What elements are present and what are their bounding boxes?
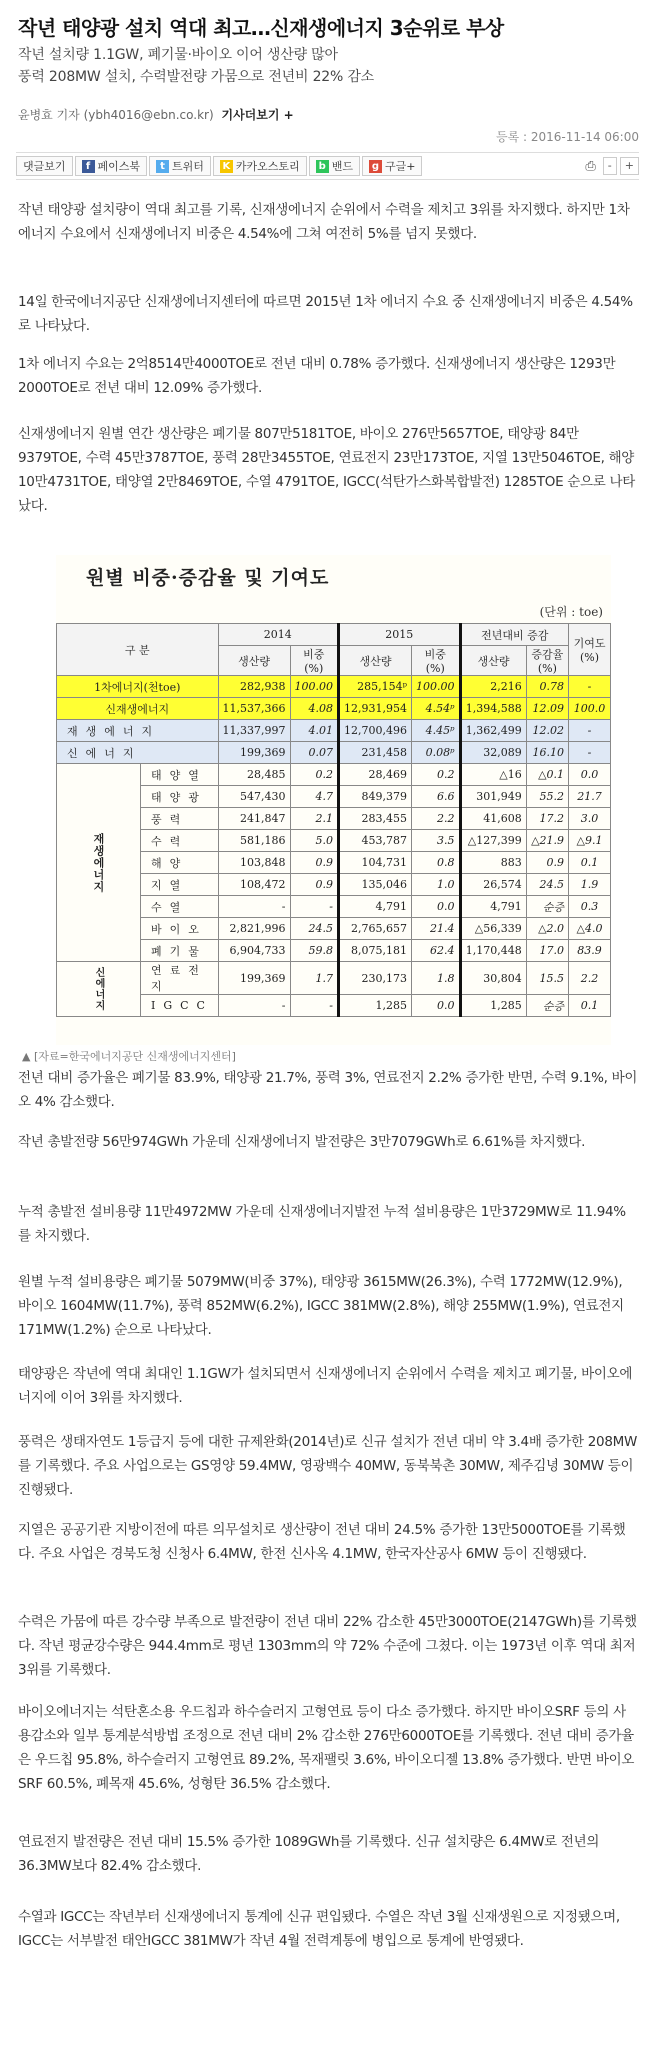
paragraph-1: 작년 태양광 설치량이 역대 최고를 기록, 신재생에너지 순위에서 수력을 제치고 3위를 차지했다. 하지만 1차 에너지 수요에서 신재생에너지 비중은 4.54%에 그쳐 여전히 5%를 넘지 못했다.: [18, 202, 630, 242]
cell-p15: 231,458: [339, 742, 412, 764]
twitter-icon: t: [156, 160, 169, 173]
cell-d: 1,362,499: [460, 720, 526, 742]
more-articles-link[interactable]: 기사더보기 +: [221, 108, 294, 122]
cell-s15: 62.4: [412, 940, 461, 962]
cell-name: 연료전지: [141, 962, 219, 995]
paragraph-8: 원별 누적 설비용량은 폐기물 5079MW(비중 37%), 태양광 3615MW(26.3%), 수력 1772MW(12.9%), 바이오 1604MW(11.7%), 풍력 852MW(6.2%), IGCC 381MW(2.8%), 해양 255MW(1.9%), 연료전지 171MW(1.2%) 순으로 나타났다.: [18, 1274, 624, 1338]
share-bar: [16, 152, 639, 180]
head-share-2014: 비중(%): [290, 646, 339, 676]
google-plus-icon: g: [369, 160, 382, 173]
cell-c: 3.0: [569, 808, 611, 830]
cell-s15: 0.0: [412, 995, 461, 1017]
table-row: [57, 764, 611, 786]
cell-c: 0.3: [569, 896, 611, 918]
table-row: [57, 918, 611, 940]
cell-p15: 285,154ᵖ: [339, 676, 412, 698]
cell-name: 태양광: [141, 786, 219, 808]
cell-name: 수력: [141, 830, 219, 852]
author: 윤병효 기자 (ybh4016@ebn.co.kr): [18, 108, 214, 122]
printer-icon[interactable]: ⎙: [585, 158, 596, 174]
figure-title: 원별 비중·증감율 및 기여도: [86, 567, 330, 589]
table-row: [57, 896, 611, 918]
cell-d: 301,949: [460, 786, 526, 808]
cell-c: 2.2: [569, 962, 611, 995]
google-plus-share-button[interactable]: [362, 156, 422, 176]
cell-r: 17.2: [526, 808, 568, 830]
cell-s15: 4.54ᵖ: [412, 698, 461, 720]
cell-name: 신에너지: [57, 742, 219, 764]
cell-r: 24.5: [526, 874, 568, 896]
head-prod-2014: 생산량: [218, 646, 290, 676]
cell-s15: 0.08ᵖ: [412, 742, 461, 764]
group-new: 신에너지: [57, 962, 141, 1017]
paragraph-14: 연료전지 발전량은 전년 대비 15.5% 증가한 1089GWh를 기록했다. 신규 설치량은 6.4MW로 전년의 36.3MW보다 82.4% 감소했다.: [18, 1834, 600, 1874]
cell-p15: 8,075,181: [339, 940, 412, 962]
cell-p15: 453,787: [339, 830, 412, 852]
cell-s15: 4.45ᵖ: [412, 720, 461, 742]
cell-p14: -: [218, 896, 290, 918]
paragraph-3: 1차 에너지 수요는 2억8514만4000TOE로 전년 대비 0.78% 증가했다. 신재생에너지 생산량은 1293만2000TOE로 전년 대비 12.09% 증가했다.: [18, 356, 616, 396]
table-row: [57, 995, 611, 1017]
cell-s14: 0.2: [290, 764, 339, 786]
cell-s14: 24.5: [290, 918, 339, 940]
cell-name: 신재생에너지: [57, 698, 219, 720]
cell-s15: 0.0: [412, 896, 461, 918]
paragraph-11: 지열은 공공기관 지방이전에 따른 의무설치로 생산량이 전년 대비 24.5% 증가한 13만5000TOE를 기록했다. 주요 사업은 경북도청 신청사 6.4MW, 한전 신사옥 4.1MW, 한국자산공사 6MW 등이 진행됐다.: [18, 1522, 626, 1562]
head-contrib: 기여도 (%): [569, 624, 611, 676]
cell-c: △9.1: [569, 830, 611, 852]
cell-r: 12.02: [526, 720, 568, 742]
comment-button[interactable]: [16, 156, 73, 176]
twitter-label: 트위터: [172, 160, 204, 173]
table-row: [57, 830, 611, 852]
cell-c: 0.1: [569, 852, 611, 874]
cell-d: △16: [460, 764, 526, 786]
cell-d: 32,089: [460, 742, 526, 764]
cell-c: -: [569, 742, 611, 764]
cell-p15: 1,285: [339, 995, 412, 1017]
cell-name: IGCC: [141, 995, 219, 1017]
article-subtitle-1: 작년 설치량 1.1GW, 폐기물·바이오 이어 생산량 많아: [18, 47, 338, 63]
table-row: [57, 698, 611, 720]
google-label: 구글+: [384, 160, 416, 173]
head-change: 전년대비 증감: [460, 624, 569, 646]
cell-p14: 11,337,997: [218, 720, 290, 742]
table-row: [57, 808, 611, 830]
cell-name: 풍력: [141, 808, 219, 830]
cell-r: 15.5: [526, 962, 568, 995]
figure-caption: ▲ [자료=한국에너지공단 신재생에너지센터]: [22, 1050, 236, 1063]
head-2015: 2015: [339, 624, 460, 646]
table-row: [57, 676, 611, 698]
byline: [18, 106, 294, 123]
cell-s15: 3.5: [412, 830, 461, 852]
cell-r: 55.2: [526, 786, 568, 808]
cell-c: 83.9: [569, 940, 611, 962]
paragraph-9: 태양광은 작년에 역대 최대인 1.1GW가 설치되면서 신재생에너지 순위에서 수력을 제치고 폐기물, 바이오에너지에 이어 3위를 차지했다.: [18, 1366, 633, 1406]
band-share-button[interactable]: [309, 156, 360, 176]
paragraph-13: 바이오에너지는 석탄혼소용 우드칩과 하수슬러지 고형연료 등이 다소 증가했다. 하지만 바이오SRF 등의 사용감소와 일부 통계분석방법 조정으로 전년 대비 2% 감소한 276만6000TOE를 기록했다. 전년 대비 증가율은 우드칩 95.8%, 하수슬러지 고형연료 89.2%, 목재팰릿 3.6%, 바이오디젤 13.8% 증가했다. 반면 바이오SRF 60.5%, 폐목재 45.6%, 성형탄 36.5% 감소했다.: [18, 1704, 635, 1792]
cell-p15: 12,700,496: [339, 720, 412, 742]
cell-c: 0.0: [569, 764, 611, 786]
cell-p14: 108,472: [218, 874, 290, 896]
cell-s15: 100.00: [412, 676, 461, 698]
page-tools: [585, 157, 639, 175]
paragraph-10: 풍력은 생태자연도 1등급지 등에 대한 규제완화(2014년)로 신규 설치가 전년 대비 약 3.4배 증가한 208MW를 기록했다. 주요 사업으로는 GS영양 59.4MW, 영광백수 40MW, 동북북촌 30MW, 제주김녕 30MW 등이 진행됐다.: [18, 1434, 638, 1498]
cell-s14: 4.01: [290, 720, 339, 742]
cell-c: △4.0: [569, 918, 611, 940]
cell-name: 해양: [141, 852, 219, 874]
paragraph-7: 누적 총발전 설비용량 11만4972MW 가운데 신재생에너지발전 누적 설비용량은 1만3729MW로 11.94%를 차지했다.: [18, 1204, 626, 1244]
paragraph-6: 작년 총발전량 56만974GWh 가운데 신재생에너지 발전량은 3만7079GWh로 6.61%를 차지했다.: [18, 1134, 586, 1150]
cell-p15: 12,931,954: [339, 698, 412, 720]
table-row: [57, 742, 611, 764]
cell-p14: 103,848: [218, 852, 290, 874]
head-2014: 2014: [218, 624, 338, 646]
cell-s14: 5.0: [290, 830, 339, 852]
cell-s14: -: [290, 896, 339, 918]
cell-c: 100.0: [569, 698, 611, 720]
cell-name: 태양열: [141, 764, 219, 786]
cell-c: -: [569, 720, 611, 742]
band-icon: b: [316, 160, 329, 173]
cell-d: 1,285: [460, 995, 526, 1017]
cell-r: 17.0: [526, 940, 568, 962]
cell-d: △56,339: [460, 918, 526, 940]
cell-d: 4,791: [460, 896, 526, 918]
cell-d: 2,216: [460, 676, 526, 698]
table-row: [57, 852, 611, 874]
cell-r: △2.0: [526, 918, 568, 940]
facebook-share-button[interactable]: [75, 156, 148, 176]
cell-p14: 241,847: [218, 808, 290, 830]
group-renewable: 재생에너지: [57, 764, 141, 962]
cell-name: 1차에너지(천toe): [57, 676, 219, 698]
cell-d: 1,170,448: [460, 940, 526, 962]
cell-s15: 0.8: [412, 852, 461, 874]
cell-p15: 849,379: [339, 786, 412, 808]
cell-p14: 6,904,733: [218, 940, 290, 962]
comment-label: 댓글보기: [23, 160, 66, 173]
paragraph-2: 14일 한국에너지공단 신재생에너지센터에 따르면 2015년 1차 에너지 수요 중 신재생에너지 비중은 4.54%로 나타났다.: [18, 294, 633, 334]
kakao-label: 카카오스토리: [235, 160, 300, 173]
cell-p14: 199,369: [218, 742, 290, 764]
kakaostory-share-button[interactable]: [213, 156, 307, 176]
cell-s15: 2.2: [412, 808, 461, 830]
paragraph-15: 수열과 IGCC는 작년부터 신재생에너지 통계에 신규 편입됐다. 수열은 작년 3월 신재생원으로 지정됐으며, IGCC는 서부발전 태안IGCC 381MW가 작년 4월 전력계통에 병입으로 통계에 반영됐다.: [18, 1909, 620, 1949]
table-row: [57, 874, 611, 896]
cell-r: △21.9: [526, 830, 568, 852]
cell-p14: 547,430: [218, 786, 290, 808]
cell-d: 26,574: [460, 874, 526, 896]
table-row: [57, 720, 611, 742]
cell-r: △0.1: [526, 764, 568, 786]
cell-r: 순증: [526, 896, 568, 918]
cell-c: 1.9: [569, 874, 611, 896]
cell-name: 수열: [141, 896, 219, 918]
cell-s14: 2.1: [290, 808, 339, 830]
cell-p15: 104,731: [339, 852, 412, 874]
cell-p15: 2,765,657: [339, 918, 412, 940]
facebook-label: 페이스북: [97, 160, 141, 173]
cell-name: 폐기물: [141, 940, 219, 962]
cell-s14: 59.8: [290, 940, 339, 962]
cell-s14: 1.7: [290, 962, 339, 995]
cell-s15: 1.0: [412, 874, 461, 896]
cell-c: 21.7: [569, 786, 611, 808]
cell-s15: 21.4: [412, 918, 461, 940]
cell-p14: -: [218, 995, 290, 1017]
article-title: 작년 태양광 설치 역대 최고…신재생에너지 3순위로 부상: [18, 16, 504, 40]
cell-p14: 28,485: [218, 764, 290, 786]
cell-d: 30,804: [460, 962, 526, 995]
paragraph-4: 신재생에너지 원별 연간 생산량은 폐기물 807만5181TOE, 바이오 276만5657TOE, 태양광 84만9379TOE, 수력 45만3787TOE, 풍력 28만3455TOE, 연료전지 23만173TOE, 지열 13만5046TOE, 해양 10만4731TOE, 태양열 2만8469TOE, 수열 4791TOE, IGCC(석탄가스화복합발전) 1285TOE 순으로 나타났다.: [18, 426, 635, 514]
cell-s14: 0.9: [290, 874, 339, 896]
cell-r: 순증: [526, 995, 568, 1017]
cell-p15: 28,469: [339, 764, 412, 786]
cell-p14: 581,186: [218, 830, 290, 852]
cell-name: 바이오: [141, 918, 219, 940]
facebook-icon: f: [82, 160, 95, 173]
cell-p14: 282,938: [218, 676, 290, 698]
head-category: 구 분: [57, 624, 219, 676]
figure-unit: (단위 : toe): [539, 605, 603, 619]
cell-p15: 283,455: [339, 808, 412, 830]
article-subtitle-2: 풍력 208MW 설치, 수력발전량 가뭄으로 전년비 22% 감소: [18, 69, 374, 85]
cell-c: 0.1: [569, 995, 611, 1017]
paragraph-5: 전년 대비 증가율은 폐기물 83.9%, 태양광 21.7%, 풍력 3%, 연료전지 2.2% 증가한 반면, 수력 9.1%, 바이오 4% 감소했다.: [18, 1070, 638, 1110]
cell-s15: 1.8: [412, 962, 461, 995]
cell-p15: 135,046: [339, 874, 412, 896]
cell-d: 883: [460, 852, 526, 874]
font-decrease-button[interactable]: -: [603, 157, 617, 175]
head-rate-change: 증감율(%): [526, 646, 568, 676]
cell-p14: 2,821,996: [218, 918, 290, 940]
table-row: [57, 940, 611, 962]
head-prod-2015: 생산량: [339, 646, 412, 676]
cell-name: 재생에너지: [57, 720, 219, 742]
cell-r: 12.09: [526, 698, 568, 720]
cell-s15: 6.6: [412, 786, 461, 808]
cell-s14: 4.08: [290, 698, 339, 720]
cell-s14: 0.07: [290, 742, 339, 764]
cell-d: 1,394,588: [460, 698, 526, 720]
cell-s15: 0.2: [412, 764, 461, 786]
head-share-2015: 비중(%): [412, 646, 461, 676]
band-label: 밴드: [331, 160, 353, 173]
cell-p14: 199,369: [218, 962, 290, 995]
table-row: [57, 786, 611, 808]
table-row: [57, 962, 611, 995]
stats-table: [56, 623, 611, 1017]
font-increase-button[interactable]: +: [620, 157, 639, 175]
stats-table-figure: [56, 555, 611, 1045]
cell-s14: 4.7: [290, 786, 339, 808]
cell-r: 0.78: [526, 676, 568, 698]
cell-s14: -: [290, 995, 339, 1017]
cell-s14: 0.9: [290, 852, 339, 874]
cell-name: 지열: [141, 874, 219, 896]
cell-r: 0.9: [526, 852, 568, 874]
kakaostory-icon: K: [220, 160, 233, 173]
cell-c: -: [569, 676, 611, 698]
paragraph-12: 수력은 가뭄에 따른 강수량 부족으로 발전량이 전년 대비 22% 감소한 45만3000TOE(2147GWh)를 기록했다. 작년 평균강수량은 944.4mm로 평년 1303mm의 약 72% 수준에 그쳤다. 이는 1973년 이후 역대 최저 3위를 기록했다.: [18, 1614, 637, 1678]
cell-p14: 11,537,366: [218, 698, 290, 720]
cell-p15: 4,791: [339, 896, 412, 918]
registered-date: 등록 : 2016-11-14 06:00: [496, 130, 639, 144]
cell-d: 41,608: [460, 808, 526, 830]
twitter-share-button[interactable]: [149, 156, 211, 176]
cell-p15: 230,173: [339, 962, 412, 995]
head-prod-change: 생산량: [460, 646, 526, 676]
cell-r: 16.10: [526, 742, 568, 764]
cell-d: △127,399: [460, 830, 526, 852]
cell-s14: 100.00: [290, 676, 339, 698]
